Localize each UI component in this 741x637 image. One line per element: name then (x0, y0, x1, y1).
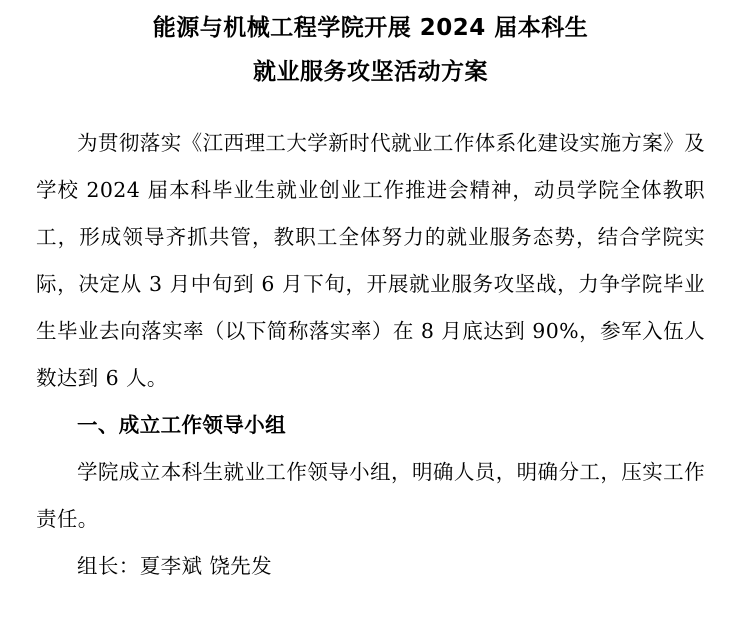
title-line-1: 能源与机械工程学院开展 2024 届本科生 (152, 15, 589, 41)
document-body (36, 120, 705, 590)
document-title (36, 6, 705, 94)
document-page (0, 6, 741, 637)
paragraph-leadership-group: 学院成立本科生就业工作领导小组，明确人员，明确分工，压实工作责任。 (36, 460, 705, 531)
paragraph-group-leader: 组长：夏李斌 饶先发 (77, 554, 273, 578)
title-line-2 (36, 50, 705, 94)
section-heading-1: 一、成立工作领导小组 (77, 413, 286, 437)
paragraph-intro: 为贯彻落实《江西理工大学新时代就业工作体系化建设实施方案》及学校 2024 届本科毕业生就业创业工作推进会精神，动员学院全体教职工，形成领导齐抓共管，教职工全体努力的就业服务态势，结合学院实际，决定从 3 月中旬到 6 月下旬，开展就业服务攻坚战，力争学院毕业生毕业去向落实率（以下简称落实率）在 8 月底达到 90%，参军入伍人数达到 6 人。 (36, 131, 705, 390)
title-line-2-text: 就业服务攻坚活动方案 (253, 59, 488, 85)
